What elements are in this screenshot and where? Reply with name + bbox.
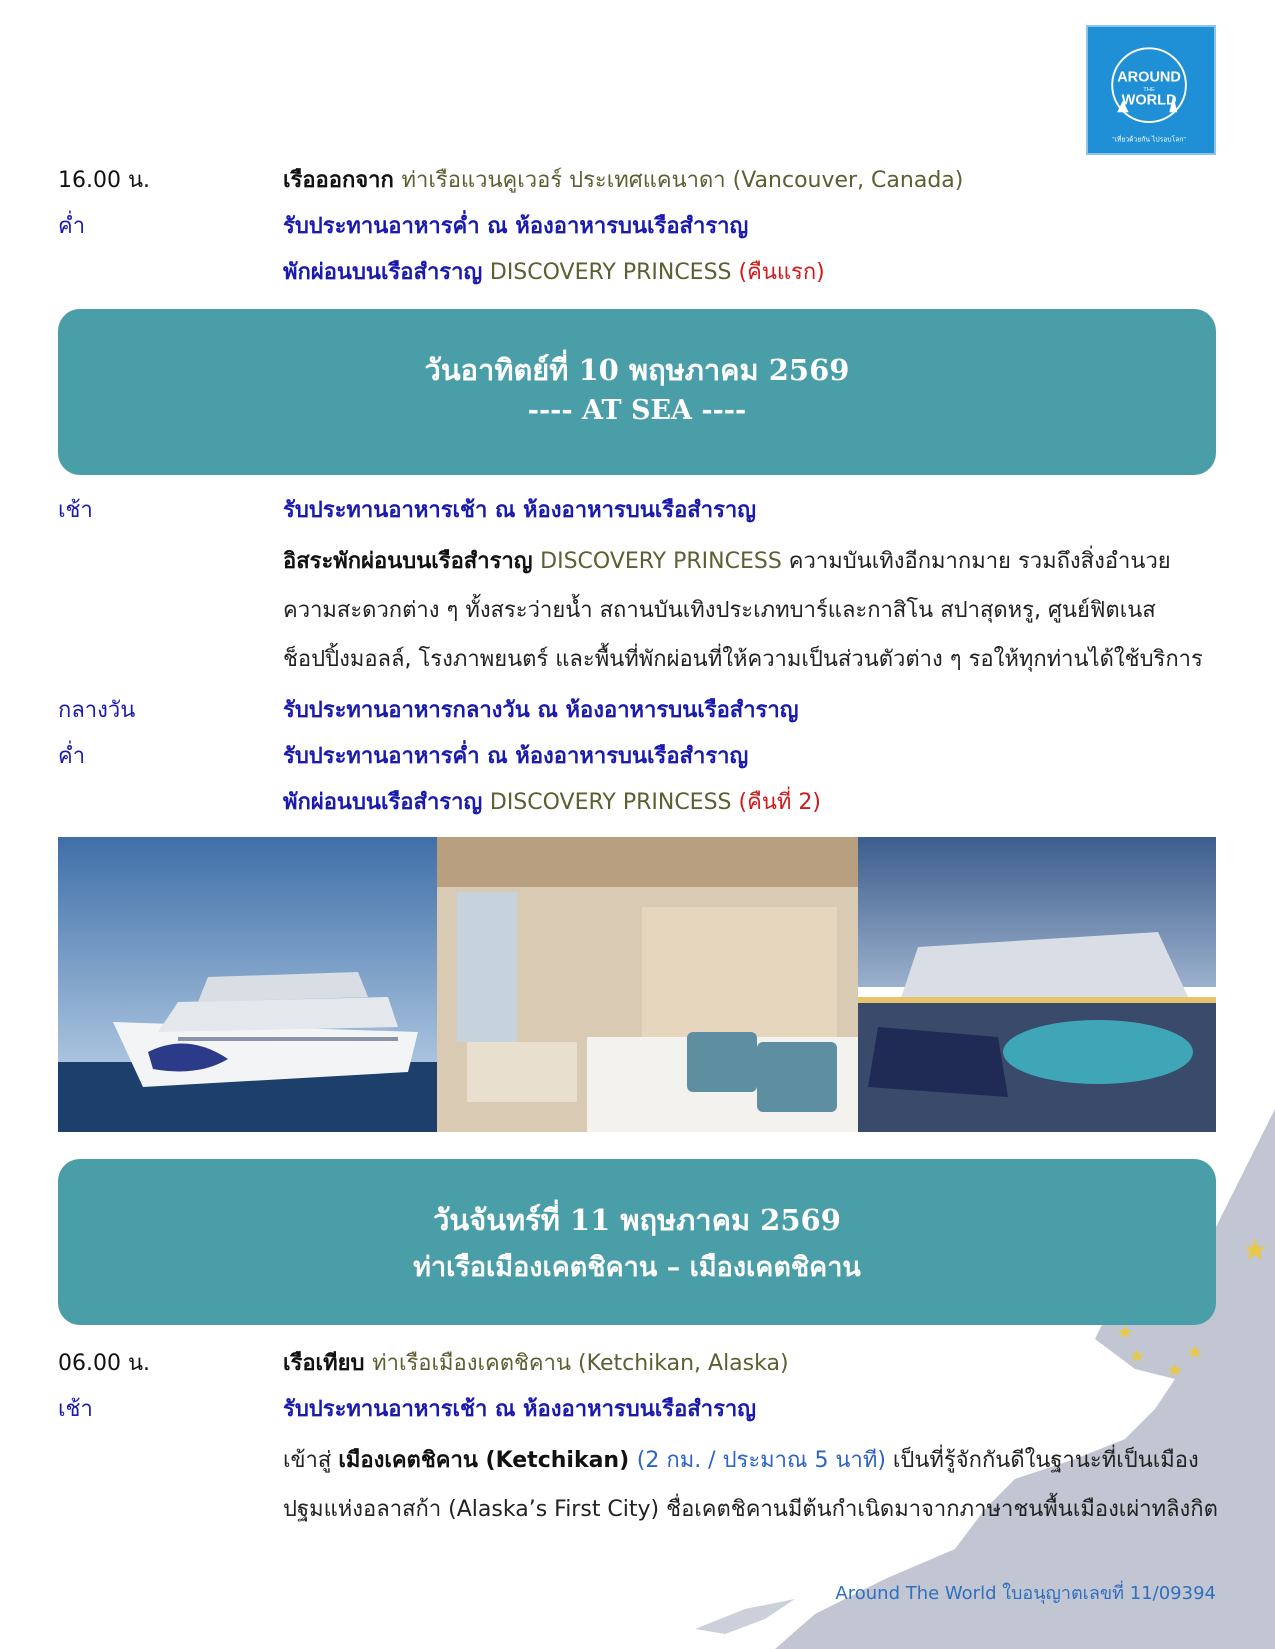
para-line: ช็อปปิ้งมอลล์, โรงภาพยนตร์ และพื้นที่พักผ่อนที่ให้ความเป็นส่วนตัวต่าง ๆ รอให้ทุกท่านได้ใช้บริการ: [283, 647, 1203, 672]
para-line: ปฐมแห่งอลาสก้า (Alaska’s First City) ชื่อเคตชิคานมีต้นกำเนิดมาจากภาษาชนพื้นเมืองเผ่าทลิงกิต: [283, 1497, 1218, 1522]
para-line: ความบันเทิงอีกมากมาย รวมถึงสิ่งอำนวย: [788, 549, 1171, 574]
globe-logo-icon: [1088, 27, 1214, 153]
time-label: ค่ำ: [58, 214, 86, 239]
distance-info: (2 กม. / ประมาณ 5 นาที): [636, 1448, 893, 1473]
banner-date: วันจันทร์ที่ 11 พฤษภาคม 2569: [433, 1203, 841, 1237]
stateroom-photo: [437, 837, 858, 1132]
city-name: เมืองเคตชิคาน (Ketchikan): [338, 1448, 637, 1473]
para-line: เป็นที่รู้จักกันดีในฐานะที่เป็นเมือง: [892, 1448, 1199, 1473]
pool-deck-photo: [858, 837, 1216, 1132]
breakfast-text: รับประทานอาหารเช้า ณ ห้องอาหารบนเรือสำราญ: [283, 498, 756, 523]
alaska-island-chain: [695, 1599, 795, 1634]
enter-text: เข้าสู่: [283, 1448, 339, 1473]
ship-name: DISCOVERY PRINCESS: [489, 790, 739, 815]
rest-text: พักผ่อนบนเรือสำราญ: [283, 260, 490, 285]
day-banner-ketchikan: [58, 1159, 1216, 1325]
time-label: ค่ำ: [58, 744, 86, 769]
cruise-ship-photo: [58, 837, 437, 1132]
para-bold-lead: อิสระพักผ่อนบนเรือสำราญ: [283, 549, 541, 574]
departure-text: เรือออกจาก: [283, 168, 402, 193]
banner-subtitle: ---- AT SEA ----: [527, 395, 747, 426]
logo-text-world: WORLD: [1121, 92, 1177, 109]
time-label: เช้า: [58, 498, 93, 523]
time-label: กลางวัน: [58, 698, 136, 723]
banner-subtitle: ท่าเรือเมืองเคตชิคาน – เมืองเคตชิคาน: [413, 1252, 861, 1283]
breakfast-text: รับประทานอาหารเช้า ณ ห้องอาหารบนเรือสำราญ: [283, 1397, 756, 1422]
departure-port: ท่าเรือแวนคูเวอร์ ประเทศแคนาดา (Vancouver, Canada): [401, 168, 964, 193]
time-label: 06.00 น.: [58, 1351, 151, 1376]
banner-date: วันอาทิตย์ที่ 10 พฤษภาคม 2569: [424, 353, 850, 387]
dinner-text: รับประทานอาหารค่ำ ณ ห้องอาหารบนเรือสำราญ: [283, 744, 749, 769]
logo-text-the: THE: [1143, 86, 1155, 93]
license-footer: Around The World ใบอนุญาตเลขที่ 11/09394: [835, 1583, 1216, 1604]
ketchikan-description: [283, 1436, 1218, 1534]
arrival-port: ท่าเรือเมืองเคตชิคาน (Ketchikan, Alaska): [372, 1351, 789, 1376]
ship-name: DISCOVERY PRINCESS: [489, 260, 739, 285]
logo-text-around: AROUND: [1117, 69, 1181, 86]
company-logo: [1086, 25, 1216, 155]
at-sea-description: [283, 537, 1215, 684]
rest-text: พักผ่อนบนเรือสำราญ: [283, 790, 490, 815]
dinner-text: รับประทานอาหารค่ำ ณ ห้องอาหารบนเรือสำราญ: [283, 214, 749, 239]
day-banner-at-sea: [58, 309, 1216, 475]
arrival-text: เรือเทียบ: [283, 1351, 373, 1376]
time-label: 16.00 น.: [58, 168, 151, 193]
photo-strip: [58, 837, 1216, 1132]
night-label: (คืนที่ 2): [738, 790, 821, 815]
ship-name: DISCOVERY PRINCESS: [540, 549, 789, 574]
para-line: ความสะดวกต่าง ๆ ทั้งสระว่ายน้ำ สถานบันเทิงประเภทบาร์และกาสิโน สปาสุดหรู, ศูนย์ฟิตเนส: [283, 598, 1156, 623]
night-label: (คืนแรก): [738, 260, 825, 285]
time-label: เช้า: [58, 1397, 93, 1422]
logo-tagline: "เที่ยวด้วยกัน ไปรอบโลก": [1112, 136, 1186, 144]
lunch-text: รับประทานอาหารกลางวัน ณ ห้องอาหารบนเรือสำราญ: [283, 698, 799, 723]
